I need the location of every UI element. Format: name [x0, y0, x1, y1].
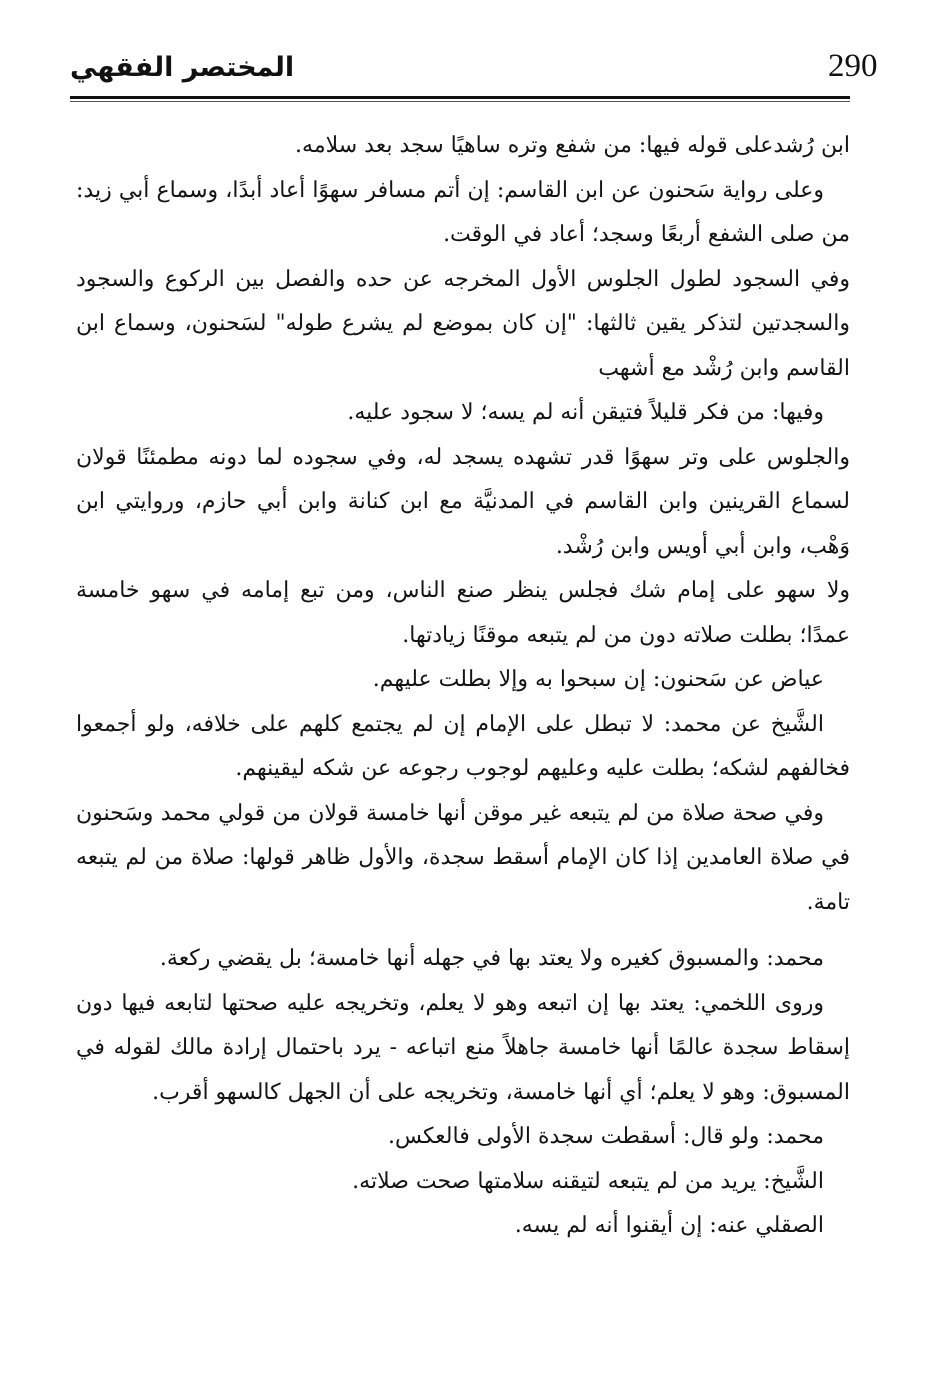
header-rule-thin — [70, 101, 850, 102]
paragraph-1: ابن رُشدعلى قوله فيها: من شفع وتره ساهيًا سجد بعد سلامه. — [295, 133, 850, 158]
book-title: المختصر الفقهي — [70, 52, 295, 83]
paragraph-6: ولا سهو على إمام شك فجلس ينظر صنع الناس، ومن تبع إمامه في سهو خامسة عمدًا؛ بطلت صلاته دون من لم يتبعه موقنًا زيادتها. — [76, 578, 850, 648]
page-number: 290 — [828, 48, 878, 84]
paragraph-10: محمد: والمسبوق كغيره ولا يعتد بها في جهله أنها خامسة؛ بل يقضي ركعة. — [159, 946, 824, 971]
paragraph-14: الصقلي عنه: إن أيقنوا أنه لم يسه. — [514, 1213, 824, 1238]
paragraph-12: محمد: ولو قال: أسقطت سجدة الأولى فالعكس. — [387, 1124, 824, 1149]
paragraph-8: الشَّيخ عن محمد: لا تبطل على الإمام إن لم يجتمع كلهم على خلافه، ولو أجمعوا فخالفهم لشكه؛ بطلت عليه وعليهم لوجوب رجوعه عن شكه ليقينهم. — [76, 711, 850, 781]
header-rule — [70, 96, 850, 99]
paragraph-11: وروى اللخمي: يعتد بها إن اتبعه وهو لا يعلم، وتخريجه عليه صحتها لتابعه فيها دون إسقاط سجدة عالمًا أنها خامسة جاهلاً منع اتباعه - يرد باحتمال إرادة مالك لقوله في المسبوق: وهو لا يعلم؛ أي أنها خامسة، وتخريجه على أن الجهل كالسهو أقرب. — [76, 990, 850, 1105]
paragraph-13: الشَّيخ: يريد من لم يتبعه لتيقنه سلامتها صحت صلاته. — [352, 1168, 824, 1194]
paragraph-7: عياض عن سَحنون: إن سبحوا به وإلا بطلت عليهم. — [372, 667, 824, 692]
paragraph-4: وفيها: من فكر قليلاً فتيقن أنه لم يسه؛ لا سجود عليه. — [347, 400, 824, 425]
paragraph-2: وعلى رواية سَحنون عن ابن القاسم: إن أتم مسافر سهوًا أعاد أبدًا، وسماع أبي زيد: من صلى الشفع أربعًا وسجد؛ أعاد في الوقت. — [76, 177, 850, 247]
paragraph-3: وفي السجود لطول الجلوس الأول المخرجه عن حده والفصل بين الركوع والسجود والسجدتين لتذكر يقين ثالثها: "إن كان بموضع لم يشرع طوله" لسَحنون، وسماع ابن القاسم وابن رُشْد مع أشهب — [76, 266, 850, 381]
body-text — [76, 124, 850, 1249]
page-header — [70, 38, 878, 92]
paragraph-9: وفي صحة صلاة من لم يتبعه غير موقن أنها خامسة قولان من قولي محمد وسَحنون في صلاة العامدين إذا كان الإمام أسقط سجدة، والأول ظاهر قولها: صلاة من لم يتبعه تامة. — [76, 800, 850, 915]
paragraph-5: والجلوس على وتر سهوًا قدر تشهده يسجد له، وفي سجوده لما دونه مطمئنًا قولان لسماع القرينين وابن القاسم في المدنيَّة مع ابن كنانة وابن أبي حازم، وروايتي ابن وَهْب، وابن أبي أويس وابن رُشْد. — [76, 444, 850, 559]
